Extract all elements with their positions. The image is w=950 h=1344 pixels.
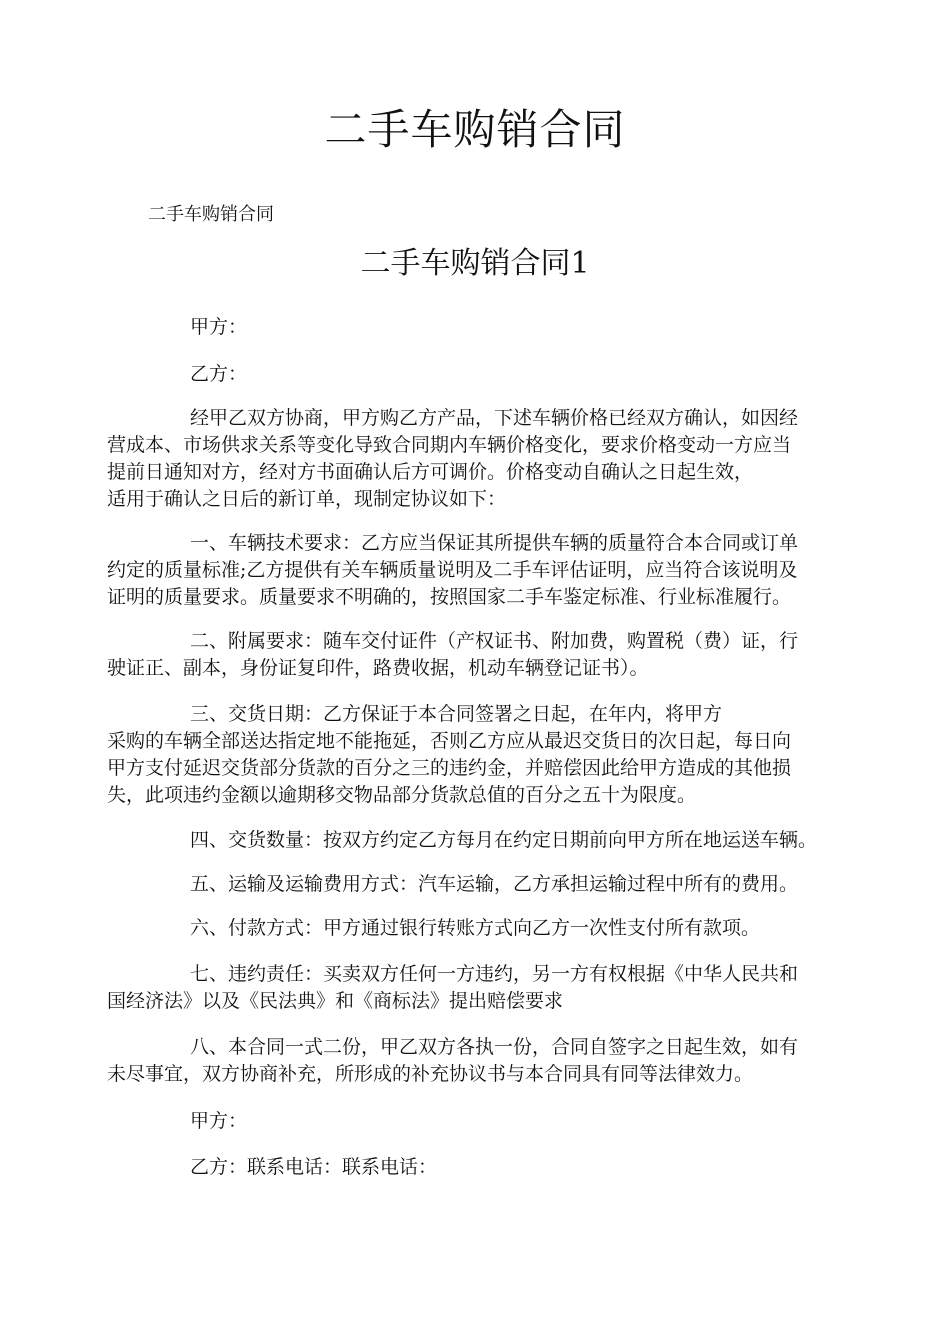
clause-7-line: 国经济法》以及《民法典》和《商标法》提出赔偿要求 xyxy=(107,990,564,1012)
clause-2-line: 驶证正、副本，身份证复印件，路费收据，机动车辆登记证书）。 xyxy=(107,657,649,679)
clause-3-line: 采购的车辆全部送达指定地不能拖延，否则乙方应从最迟交货日的次日起，每日向 xyxy=(107,730,792,752)
document-label: 二手车购销合同 xyxy=(148,204,274,225)
intro-line: 适用于确认之日后的新订单，现制定协议如下： xyxy=(107,488,507,510)
clause-7-line: 七、违约责任：买卖双方任何一方违约，另一方有权根据《中华人民共和 xyxy=(190,963,799,985)
clause-1-line: 证明的质量要求。质量要求不明确的，按照国家二手车鉴定标准、行业标准履行。 xyxy=(107,586,792,608)
intro-line: 提前日通知对方，经对方书面确认后方可调价。价格变动自确认之日起生效， xyxy=(107,461,754,483)
party-b-line: 乙方： xyxy=(190,363,248,385)
document-title: 二手车购销合同 xyxy=(324,105,626,154)
party-a-line: 甲方： xyxy=(190,316,248,338)
clause-3-line: 失，此项违约金额以逾期移交物品部分货款总值的百分之五十为限度。 xyxy=(107,784,697,806)
clause-3-line: 三、交货日期：乙方保证于本合同签署之日起，在年内，将甲方 xyxy=(190,703,723,725)
clause-2-line: 二、附属要求：随车交付证件（产权证书、附加费，购置税（费）证，行 xyxy=(190,630,799,652)
intro-line: 经甲乙双方协商，甲方购乙方产品，下述车辆价格已经双方确认，如因经 xyxy=(190,407,799,429)
contract-subtitle: 二手车购销合同1 xyxy=(360,246,590,281)
intro-line: 营成本、市场供求关系等变化导致合同期内车辆价格变化，要求价格变动一方应当 xyxy=(107,434,792,456)
clause-1-line: 约定的质量标准;乙方提供有关车辆质量说明及二手车评估证明，应当符合该说明及 xyxy=(107,559,798,581)
clause-5-line: 五、运输及运输费用方式：汽车运输，乙方承担运输过程中所有的费用。 xyxy=(190,873,799,895)
clause-8-line: 未尽事宜，双方协商补充，所形成的补充协议书与本合同具有同等法律效力。 xyxy=(107,1063,754,1085)
clause-8-line: 八、本合同一式二份，甲乙双方各执一份，合同自签字之日起生效，如有 xyxy=(190,1036,799,1058)
clause-4-line: 四、交货数量：按双方约定乙方每月在约定日期前向甲方所在地运送车辆。 xyxy=(190,829,818,851)
signature-party-b: 乙方：联系电话：联系电话： xyxy=(190,1156,438,1178)
clause-6-line: 六、付款方式：甲方通过银行转账方式向乙方一次性支付所有款项。 xyxy=(190,917,761,939)
clause-1-line: 一、车辆技术要求：乙方应当保证其所提供车辆的质量符合本合同或订单 xyxy=(190,532,799,554)
clause-3-line: 甲方支付延迟交货部分货款的百分之三的违约金，并赔偿因此给甲方造成的其他损 xyxy=(107,757,792,779)
signature-party-a: 甲方： xyxy=(190,1110,248,1132)
